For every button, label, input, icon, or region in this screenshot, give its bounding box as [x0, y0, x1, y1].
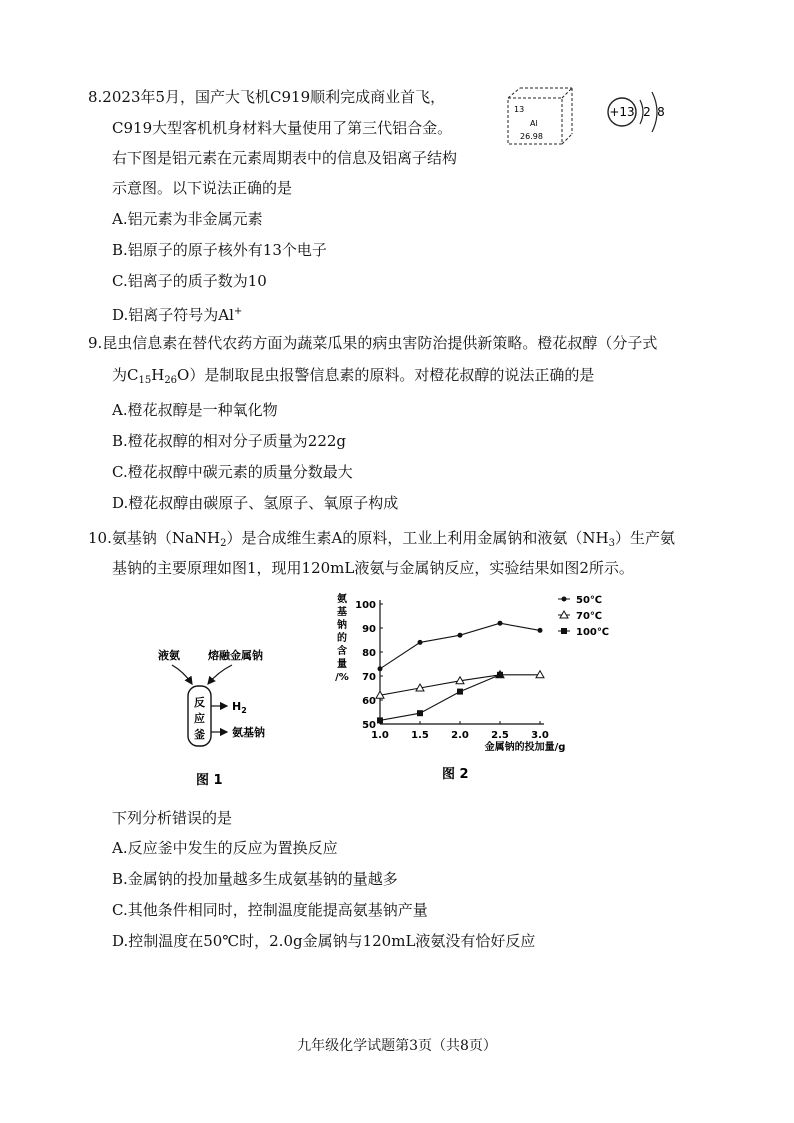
data-point-dot — [458, 633, 463, 638]
q10-line1-pre: 10.氨基钠（NaNH — [88, 529, 221, 547]
data-point-square — [457, 689, 463, 695]
y-tick-label: 70 — [362, 672, 376, 683]
page-footer: 九年级化学试题第3页（共8页） — [297, 1038, 497, 1054]
x-tick-label: 2.5 — [491, 730, 509, 741]
data-point-dot — [562, 597, 567, 602]
data-point-square — [417, 710, 423, 716]
q10-line2: 基钠的主要原理如图1，现用120mL液氨与金属钠反应，实验结果如图2所示。 — [112, 559, 634, 577]
input-liquid-ammonia: 液氨 — [158, 649, 180, 662]
figure2-chart — [330, 588, 630, 788]
reactor-char-3: 釜 — [194, 728, 205, 741]
nucleus-charge: +13 — [609, 105, 635, 119]
q9-option-c[interactable]: C.橙花叔醇中碳元素的质量分数最大 — [112, 463, 353, 481]
y-axis-label — [335, 592, 349, 683]
data-point-dot — [538, 628, 543, 633]
data-point-square — [561, 628, 567, 634]
q10-prompt: 下列分析错误的是 — [112, 809, 233, 827]
legend-label: 70℃ — [576, 611, 603, 622]
q10-sub-2: 2 — [220, 538, 227, 549]
q9-option-d[interactable]: D.橙花叔醇由碳原子、氢原子、氧原子构成 — [112, 494, 399, 512]
x-tick-labels — [371, 730, 549, 741]
q9-line2-post: O）是制取昆虫报警信息素的原料。对橙花叔醇的说法正确的是 — [177, 366, 595, 384]
ion-charge-sup: + — [233, 306, 243, 317]
q10-option-c[interactable]: C.其他条件相同时，控制温度能提高氨基钠产量 — [112, 901, 428, 919]
x-tick-label: 2.0 — [451, 730, 469, 741]
q9-sub-15: 15 — [138, 375, 152, 386]
output-sodium-amide: 氨基钠 — [232, 726, 265, 739]
q8-line2: C919大型客机机身材料大量使用了第三代铝合金。 — [112, 119, 453, 137]
series-line-0 — [380, 623, 540, 669]
x-tick-label: 1.0 — [371, 730, 389, 741]
data-point-dot — [378, 666, 383, 671]
legend-label: 50℃ — [576, 595, 603, 606]
ion-structure-diagram — [600, 84, 680, 140]
data-point-dot — [418, 640, 423, 645]
y-label-char: 基 — [337, 607, 347, 618]
y-tick-label: 50 — [362, 720, 376, 731]
reactor-char-2: 应 — [194, 712, 205, 725]
arrow-sodium — [208, 665, 232, 684]
data-point-dot — [498, 621, 503, 626]
y-tick-label: 60 — [362, 696, 376, 707]
arrow-ammonia — [172, 665, 192, 684]
q10-option-b[interactable]: B.金属钠的投加量越多生成氨基钠的量越多 — [112, 870, 398, 888]
output-h2: $H_2$ — [232, 700, 247, 715]
figure2-caption: 图 2 — [442, 767, 469, 782]
data-point-square — [497, 672, 503, 678]
y-tick-label: 100 — [355, 600, 376, 611]
q9-option-b[interactable]: B.橙花叔醇的相对分子质量为222g — [112, 432, 347, 450]
shell2-electrons: 8 — [657, 105, 665, 119]
series-line-2 — [380, 675, 500, 721]
figure1-process-diagram — [150, 640, 320, 795]
q9-line2-h: H — [151, 366, 165, 384]
atomic-mass: 26.98 — [520, 132, 543, 141]
y-tick-label: 90 — [362, 624, 376, 635]
q10-option-a[interactable]: A.反应釜中发生的反应为置换反应 — [112, 839, 338, 857]
y-label-char: /% — [335, 672, 349, 683]
q9-line1: 9.昆虫信息素在替代农药方面为蔬菜瓜果的病虫害防治提供新策略。橙花叔醇（分子式 — [88, 334, 658, 352]
q10-line1-post: ）生产氨 — [614, 529, 675, 547]
q10-sub-3: 3 — [608, 538, 615, 549]
shell1-electrons: 2 — [643, 105, 651, 119]
q8-option-c[interactable]: C.铝离子的质子数为10 — [112, 272, 267, 290]
q8-line1: 8.2023年5月，国产大飞机C919顺利完成商业首飞， — [88, 88, 446, 106]
q9-option-a[interactable]: A.橙花叔醇是一种氧化物 — [112, 401, 278, 419]
q10-option-d[interactable]: D.控制温度在50℃时，2.0g金属钠与120mL液氨没有恰好反应 — [112, 932, 536, 950]
reactor-char-1: 反 — [194, 696, 205, 709]
q8-line3: 右下图是铝元素在元素周期表中的信息及铝离子结构 — [112, 149, 458, 167]
y-label-char: 含 — [337, 646, 347, 657]
q10-line1 — [88, 528, 675, 554]
q9-line2-pre: 为C — [112, 366, 139, 384]
y-label-char: 钠 — [337, 620, 347, 631]
q8-option-d-text: D.铝离子符号为Al — [112, 306, 234, 324]
y-tick-labels — [355, 600, 376, 731]
y-label-char: 量 — [337, 659, 347, 670]
q10-line1-mid: ）是合成维生素A的原料，工业上利用金属钠和液氨（NH — [226, 529, 609, 547]
chart-legend — [558, 595, 609, 638]
chart-axes — [380, 600, 544, 724]
atomic-number: 13 — [514, 105, 525, 114]
periodic-table-cell — [500, 84, 576, 148]
y-label-char: 的 — [337, 633, 347, 644]
chart-series — [376, 621, 544, 724]
element-symbol: Al — [530, 119, 538, 128]
q8-option-a[interactable]: A.铝元素为非金属元素 — [112, 210, 263, 228]
figure1-caption: 图 1 — [196, 773, 223, 788]
q9-line2 — [112, 365, 594, 391]
x-tick-label: 1.5 — [411, 730, 429, 741]
y-label-char: 氨 — [337, 594, 347, 605]
y-tick-label: 80 — [362, 648, 376, 659]
q8-option-b[interactable]: B.铝原子的原子核外有13个电子 — [112, 241, 327, 259]
data-point-square — [377, 717, 383, 723]
x-tick-label: 3.0 — [531, 730, 549, 741]
legend-label: 100℃ — [576, 627, 609, 638]
q8-line4: 示意图。以下说法正确的是 — [112, 179, 293, 197]
q8-option-d[interactable] — [112, 302, 242, 325]
x-axis-label: 金属钠的投加量/g — [484, 742, 566, 753]
input-molten-sodium: 熔融金属钠 — [208, 649, 263, 662]
q9-sub-26: 26 — [164, 375, 178, 386]
